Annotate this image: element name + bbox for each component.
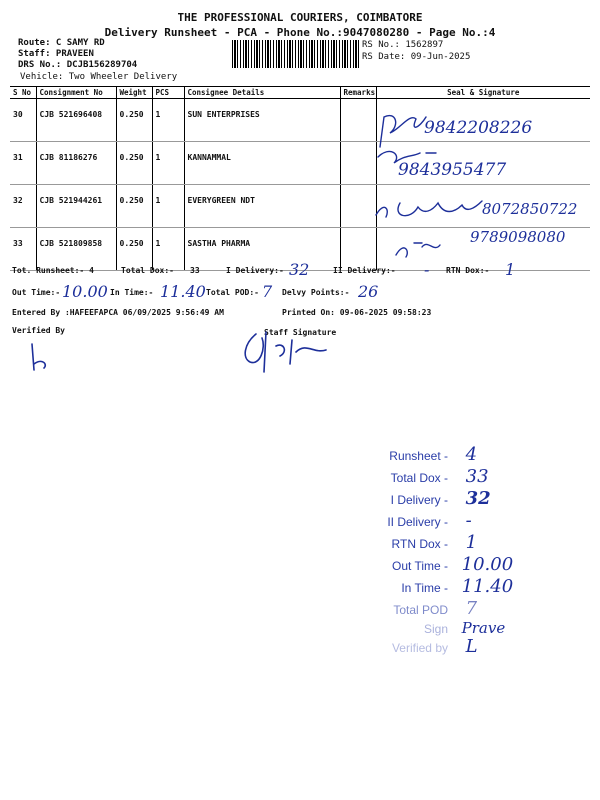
cell-consignment: CJB 521944261 xyxy=(36,185,116,228)
cell-sno: 33 xyxy=(10,228,36,271)
runsheet-subtitle: Delivery Runsheet - PCA - Phone No.:9047080280 - Page No.:4 xyxy=(104,26,496,39)
stamp-row xyxy=(372,576,542,597)
stamp-row xyxy=(372,636,532,657)
cell-consignee: SASTHA PHARMA xyxy=(184,228,340,271)
stamp-label: Verified by xyxy=(391,641,448,655)
verified-signature xyxy=(22,340,62,374)
stamp-row xyxy=(372,466,532,487)
cell-consignee: EVERYGREEN NDT xyxy=(184,185,340,228)
table-header-row xyxy=(10,87,590,99)
column-header-signature: Seal & Signature xyxy=(376,87,590,99)
stamp-row xyxy=(372,598,532,619)
staff-text: Staff: PRAVEEN xyxy=(18,49,94,59)
stamp-label: II Delivery - xyxy=(387,515,448,529)
ii-delivery-label: II Delivery:- xyxy=(333,266,396,275)
cell-consignment: CJB 521809858 xyxy=(36,228,116,271)
stamp-row xyxy=(372,444,532,465)
barcode-image xyxy=(232,40,360,68)
cell-weight: 0.250 xyxy=(116,185,152,228)
cell-pcs: 1 xyxy=(152,142,184,185)
column-header-pcs: PCS xyxy=(152,87,184,99)
stamp-value: 11.40 xyxy=(461,576,514,597)
stamp-row xyxy=(372,554,542,575)
verified-by-label: Verified By xyxy=(12,326,65,335)
delvy-points-handwritten: 26 xyxy=(358,282,379,301)
column-header-consignee: Consignee Details xyxy=(184,87,340,99)
stamp-value: Prave xyxy=(461,619,506,637)
stamp-value: 7 xyxy=(465,598,478,619)
cell-sno: 32 xyxy=(10,185,36,228)
cell-consignee: SUN ENTERPRISES xyxy=(184,99,340,142)
total-pod-label: Total POD:- xyxy=(206,288,259,297)
stamp-row xyxy=(372,532,532,553)
rtn-dox-handwritten: 1 xyxy=(505,260,516,279)
stamp-row xyxy=(372,618,542,637)
total-dox-label: Total Dox:- xyxy=(121,266,174,275)
cell-sno: 31 xyxy=(10,142,36,185)
stamp-label: Total POD xyxy=(393,603,448,617)
stamp-value: 1 xyxy=(465,532,478,553)
cell-pcs: 1 xyxy=(152,185,184,228)
in-time-handwritten: 11.40 xyxy=(160,282,206,301)
i-delivery-handwritten: 32 xyxy=(289,260,310,279)
stamp-value: 10.00 xyxy=(461,554,514,575)
stamp-value: L xyxy=(465,636,478,657)
staff-signature-label: Staff Signature xyxy=(264,328,337,337)
stamp-value: - xyxy=(465,510,472,531)
out-time-label: Out Time:- xyxy=(12,288,61,297)
delvy-points-label: Delvy Points:- xyxy=(282,288,350,297)
stamp-row xyxy=(372,488,532,509)
in-time-label: In Time:- xyxy=(110,288,154,297)
printed-on: Printed On: 09-06-2025 09:58:23 xyxy=(282,308,432,317)
stamp-label: I Delivery - xyxy=(390,493,448,507)
signatures-scribble xyxy=(370,105,590,265)
handwritten-phone: 8072850722 xyxy=(482,200,578,218)
total-dox-value: 33 xyxy=(190,266,200,275)
stamp-value: 32 xyxy=(465,488,491,509)
stamp-label: Total Dox - xyxy=(390,471,448,485)
stamp-label: Out Time - xyxy=(391,559,448,573)
company-title: THE PROFESSIONAL COURIERS, COIMBATORE xyxy=(177,11,423,24)
handwritten-phone: 9789098080 xyxy=(470,228,566,246)
cell-sno: 30 xyxy=(10,99,36,142)
staff-signature xyxy=(236,328,346,378)
cell-consignee: KANNAMMAL xyxy=(184,142,340,185)
cell-pcs: 1 xyxy=(152,228,184,271)
tot-runsheet: Tot. Runsheet:- 4 xyxy=(12,266,94,275)
column-header-weight: Weight xyxy=(116,87,152,99)
stamp-row xyxy=(372,510,532,531)
stamp-label: Runsheet - xyxy=(389,449,448,463)
cell-consignment: CJB 81186276 xyxy=(36,142,116,185)
handwritten-phone: 9842208226 xyxy=(424,118,533,138)
handwritten-phone: 9843955477 xyxy=(398,160,507,180)
column-header-consignment: Consignment No xyxy=(36,87,116,99)
column-header-sno: S No xyxy=(10,87,36,99)
cell-weight: 0.250 xyxy=(116,228,152,271)
drs-number: DRS No.: DCJB156289704 xyxy=(18,60,138,70)
cell-pcs: 1 xyxy=(152,99,184,142)
stamp-value: 4 xyxy=(465,444,478,465)
cell-weight: 0.250 xyxy=(116,99,152,142)
stamp-label: RTN Dox - xyxy=(391,537,448,551)
stamp-value: 33 xyxy=(465,466,489,487)
total-pod-handwritten: 7 xyxy=(262,282,273,301)
i-delivery-label: I Delivery:- xyxy=(226,266,284,275)
cell-consignment: CJB 521696408 xyxy=(36,99,116,142)
out-time-handwritten: 10.00 xyxy=(62,282,108,301)
stamp-label: In Time - xyxy=(401,581,448,595)
cell-weight: 0.250 xyxy=(116,142,152,185)
stamp-label: Sign xyxy=(423,622,448,636)
route-text: Route: C SAMY RD xyxy=(18,38,105,48)
rtn-dox-label: RTN Dox:- xyxy=(446,266,490,275)
entered-by: Entered By :HAFEEFAPCA 06/09/2025 9:56:49 AM xyxy=(12,308,224,317)
rs-number: RS No.: 1562897 xyxy=(362,40,444,50)
vehicle-text: Vehicle: Two Wheeler Delivery xyxy=(20,72,178,82)
rs-date: RS Date: 09-Jun-2025 xyxy=(362,52,471,62)
ii-delivery-handwritten: - xyxy=(424,260,430,279)
column-header-remarks: Remarks xyxy=(340,87,376,99)
